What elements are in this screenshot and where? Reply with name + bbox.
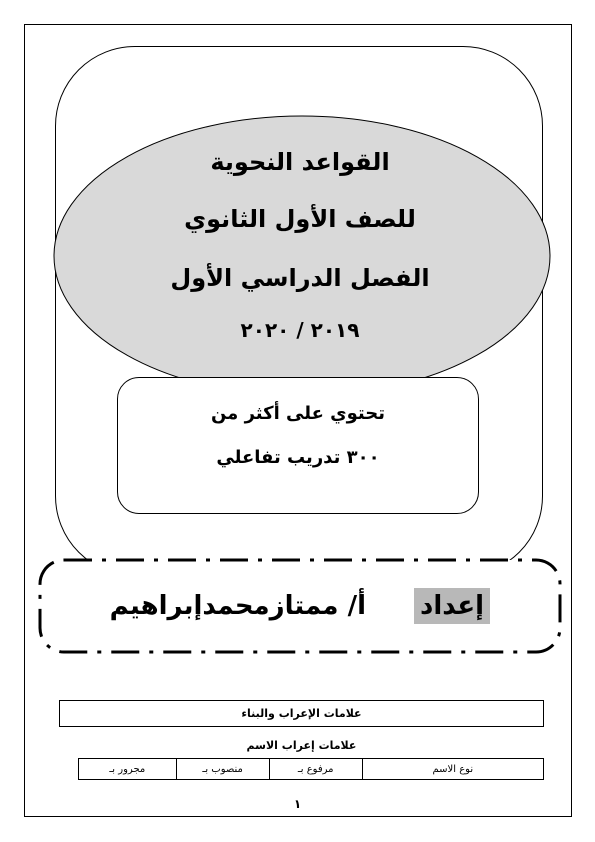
info-line1: تحتوي على أكثر من xyxy=(210,403,386,424)
cover-title-line1: القواعد النحوية xyxy=(210,148,390,176)
table-row xyxy=(79,759,544,780)
irab-table xyxy=(78,758,544,780)
table-header-cell: مرفوع بـ xyxy=(269,759,362,780)
section-heading: علامات الإعراب والبناء xyxy=(59,700,544,727)
page-number: ١ xyxy=(293,797,302,811)
cover-year: ٢٠١٩ / ٢٠٢٠ xyxy=(240,318,360,342)
info-line2: ٣٠٠ تدريب تفاعلي xyxy=(216,447,380,468)
prepared-label: إعداد xyxy=(414,588,490,624)
cover-title-line2: للصف الأول الثانوي xyxy=(184,205,416,233)
cover-title-line3: الفصل الدراسي الأول xyxy=(170,264,430,292)
table-header-cell: منصوب بـ xyxy=(176,759,269,780)
section-subheading: علامات إعراب الاسم xyxy=(246,739,357,752)
author-row xyxy=(60,588,536,628)
table-header-cell: نوع الاسم xyxy=(362,759,543,780)
author-name: أ/ ممتازمحمدإبراهيم xyxy=(109,591,366,621)
table-header-cell: مجرور بـ xyxy=(79,759,177,780)
